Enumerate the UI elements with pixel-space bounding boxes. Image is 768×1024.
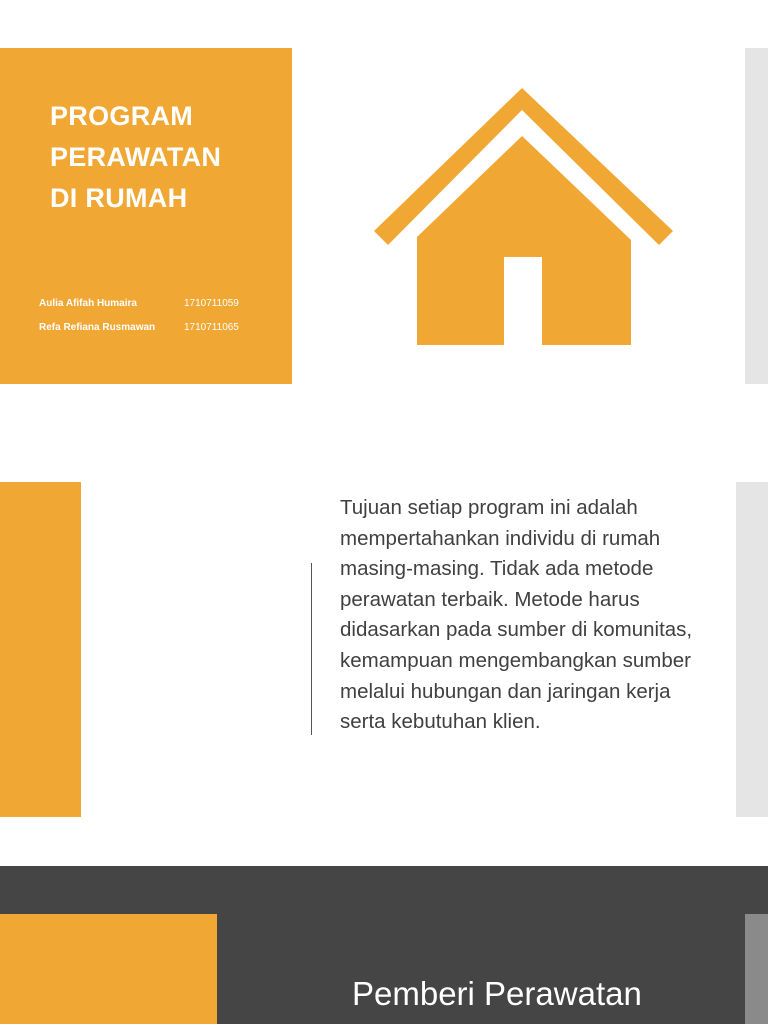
title-line-1: PROGRAM bbox=[50, 101, 194, 131]
author-id-2: 1710711065 bbox=[184, 322, 239, 333]
side-accent-bar bbox=[745, 48, 768, 384]
author-name-2: Refa Refiana Rusmawan bbox=[39, 322, 156, 333]
slide-title bbox=[50, 96, 280, 219]
author-name-1: Aulia Afifah Humaira bbox=[39, 298, 137, 309]
title-line-3: DI RUMAH bbox=[50, 183, 188, 213]
slide-3-accent-block bbox=[0, 914, 217, 1024]
description-paragraph: Tujuan setiap program ini adalah mempertahankan individu di rumah masing-masing. Tidak ada metode perawatan terbaik. Metode harus didasarkan pada sumber di komunitas, kemampuan mengembangkan sumber melalui hubungan dan jaringan kerja serta kebutuhan klien. bbox=[340, 496, 693, 734]
side-accent-bar-2 bbox=[736, 482, 768, 817]
title-line-2: PERAWATAN bbox=[50, 142, 222, 172]
left-accent-bar bbox=[0, 482, 81, 817]
house-icon bbox=[372, 86, 674, 348]
slide-3-side-bar bbox=[745, 914, 768, 1024]
vertical-divider bbox=[311, 563, 312, 735]
author-id-1: 1710711059 bbox=[184, 298, 239, 309]
slide-3-title: Pemberi Perawatan bbox=[352, 975, 642, 1012]
